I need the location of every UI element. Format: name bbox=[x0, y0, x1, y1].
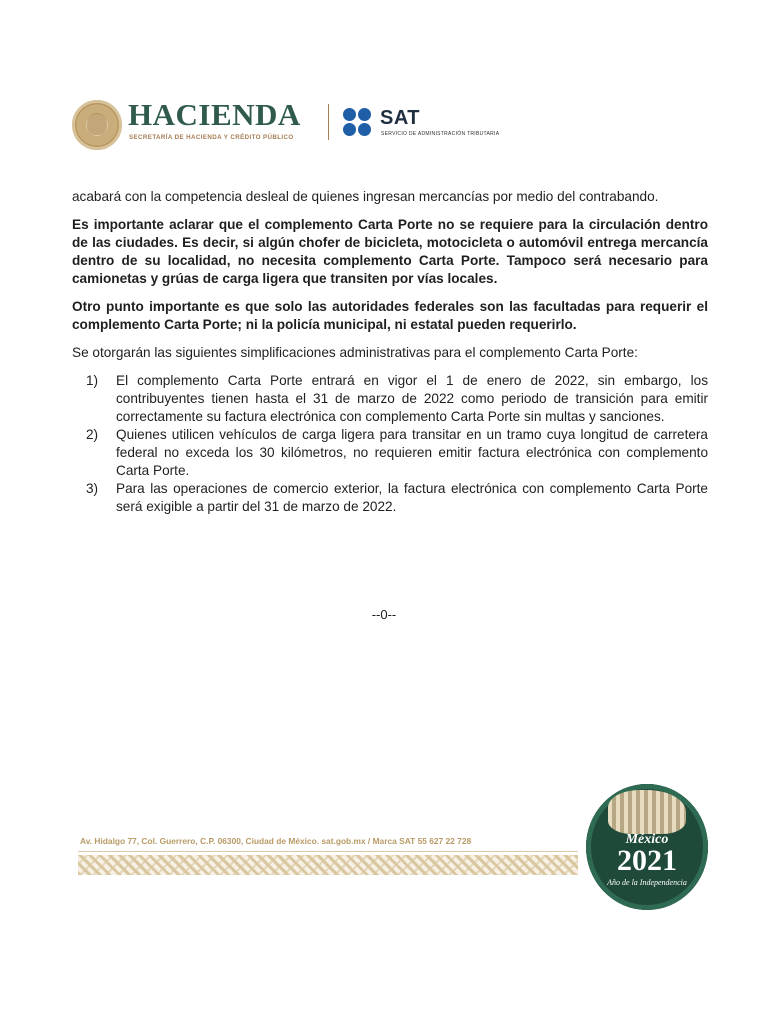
emblem-year: 2021 bbox=[617, 844, 677, 877]
document-body bbox=[72, 188, 708, 516]
sat-subtitle: SERVICIO DE ADMINISTRACIÓN TRIBUTARIA bbox=[381, 131, 500, 137]
end-of-document-mark: --0-- bbox=[371, 607, 397, 622]
list-item bbox=[72, 480, 708, 516]
coat-of-arms-seal-icon bbox=[72, 100, 122, 150]
footer-address: Av. Hidalgo 77, Col. Guerrero, C.P. 06300, Ciudad de México. sat.gob.mx / Marca SAT 55 627 22 728 bbox=[80, 836, 472, 846]
list-item-text: El complemento Carta Porte entrará en vigor el 1 de enero de 2022, sin embargo, los contribuyentes tienen hasta el 31 de marzo de 2022 como periodo de transición para emitir correctamente su factura electrónica con complemento Carta Porte sin multas y sanciones. bbox=[116, 373, 708, 424]
paragraph-contrabando: acabará con la competencia desleal de quienes ingresan mercancías por medio del contrabando. bbox=[72, 189, 659, 204]
list-item-text: Para las operaciones de comercio exterior, la factura electrónica con complemento Carta Porte será exigible a partir del 31 de marzo de 2022. bbox=[116, 481, 708, 514]
hacienda-subtitle: SECRETARÍA DE HACIENDA Y CRÉDITO PÚBLICO bbox=[129, 134, 294, 141]
simplifications-list bbox=[72, 372, 708, 516]
emblem-country: México bbox=[625, 832, 669, 847]
paragraph-autoridades-federales: Otro punto importante es que solo las autoridades federales son las facultadas para requerir el complemento Carta Porte; ni la policía municipal, ni estatal pueden requerirlo. bbox=[72, 299, 708, 332]
paragraph-circulacion-ciudades: Es importante aclarar que el complemento Carta Porte no se requiere para la circulación dentro de las ciudades. Es decir, si algún chofer de bicicleta, motocicleta o automóvil entrega mercancía dentro de su localidad, no necesita complemento Carta Porte. Tampoco será necesario para camionetas y grúas de carga ligera que transiten por vías locales. bbox=[72, 217, 708, 286]
list-item-number: 1) bbox=[86, 373, 99, 388]
list-item-number: 2) bbox=[86, 427, 99, 442]
sat-dots-logo-icon bbox=[343, 108, 379, 138]
footer-divider bbox=[78, 851, 578, 852]
list-item bbox=[72, 372, 708, 426]
header-divider bbox=[328, 104, 329, 140]
paragraph-simplificaciones-intro: Se otorgarán las siguientes simplificaciones administrativas para el complemento Carta Porte: bbox=[72, 345, 638, 360]
mexico-2021-emblem-icon bbox=[586, 784, 708, 910]
list-item-number: 3) bbox=[86, 481, 99, 496]
sat-logo-text: SAT bbox=[380, 107, 421, 129]
footer-decorative-band bbox=[78, 855, 578, 875]
letterhead bbox=[72, 96, 572, 152]
emblem-tagline: Año de la Independencia bbox=[607, 878, 687, 887]
list-item-text: Quienes utilicen vehículos de carga ligera para transitar en un tramo cuya longitud de carretera federal no exceda los 30 kilómetros, no requieren emitir factura electrónica con complemento Carta Porte. bbox=[116, 427, 708, 478]
serpent-head-icon bbox=[608, 790, 686, 834]
hacienda-logo-text: HACIENDA bbox=[128, 97, 301, 132]
list-item bbox=[72, 426, 708, 480]
